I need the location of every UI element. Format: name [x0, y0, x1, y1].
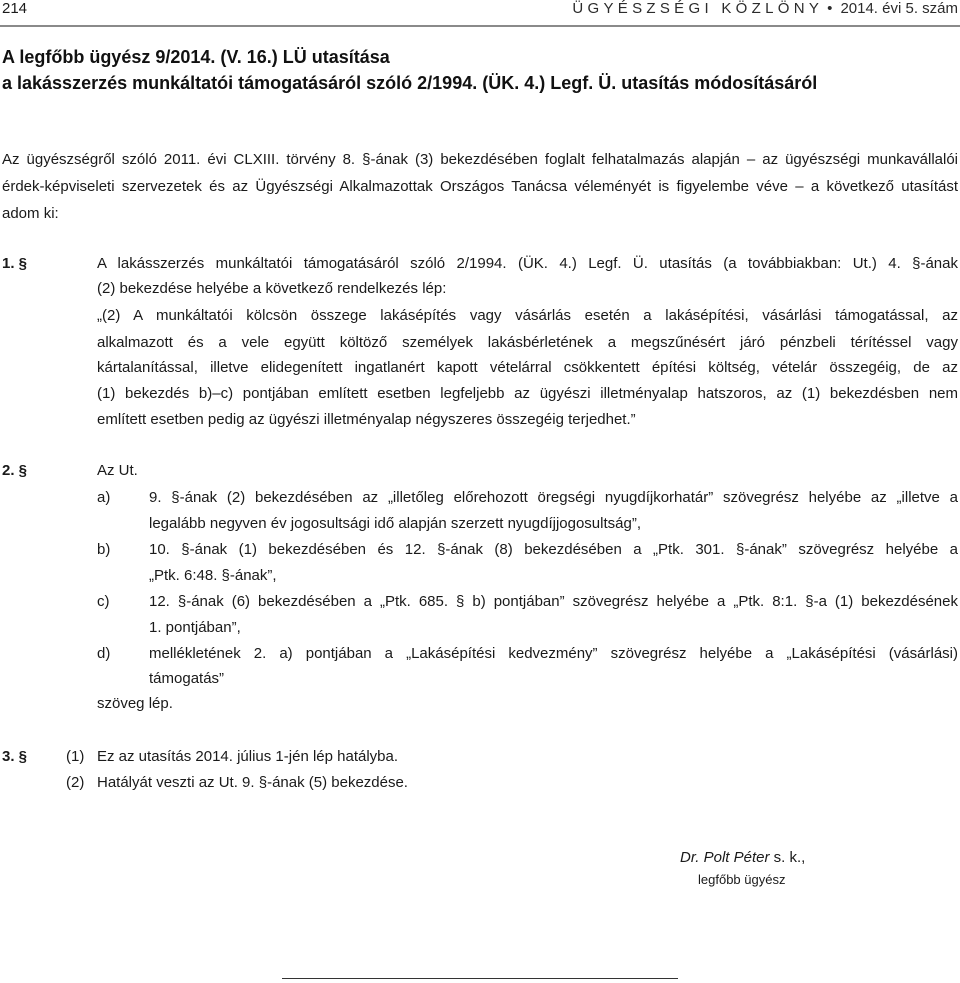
- item-a-line-2: legalább negyven év jogosultsági idő alapján szerzett nyugdíjjogosultság”,: [149, 515, 641, 532]
- header-rule: [0, 25, 960, 27]
- section-2-intro: Az Ut.: [97, 462, 138, 479]
- item-a-label: a): [97, 489, 111, 506]
- paragraph-1-label: (1): [66, 748, 85, 765]
- section-1-quote-5: említett esetben pedig az ügyészi illetményalap négyszeres összegéig terjedhet.”: [97, 411, 636, 428]
- section-3-label: 3. §: [2, 748, 28, 765]
- section-1-quote-4: (1) bekezdés b)–c) pontjában említett esetben legfeljebb az ügyészi illetményalap hatszoros, az (1) bekezdésben nem: [97, 385, 958, 402]
- signatory-role: legfőbb ügyész: [698, 872, 786, 887]
- title-line-1: A legfőbb ügyész 9/2014. (V. 16.) LÜ utasítása: [2, 47, 390, 67]
- signatory-name: [680, 848, 805, 868]
- document-title: [2, 44, 817, 96]
- running-header: [572, 0, 958, 18]
- item-d-label: d): [97, 645, 111, 662]
- item-c-line-2: 1. pontjában”,: [149, 619, 241, 636]
- item-b-line-2: „Ptk. 6:48. §-ának”,: [149, 567, 277, 584]
- paragraph-1-text: Ez az utasítás 2014. július 1-jén lép hatályba.: [97, 748, 399, 765]
- section-1-line-2: (2) bekezdése helyébe a következő rendelkezés lép:: [97, 280, 447, 297]
- section-1-label: 1. §: [2, 255, 28, 272]
- item-b-label: b): [97, 541, 111, 558]
- issue-label: 2014. évi 5. szám: [840, 0, 958, 17]
- item-c-label: c): [97, 593, 110, 610]
- signatory-name-italic: Dr. Polt Péter: [680, 849, 770, 866]
- paragraph-2-text: Hatályát veszti az Ut. 9. §-ának (5) bekezdése.: [97, 774, 408, 791]
- item-a-line-1: 9. §-ának (2) bekezdésében az „illetőleg előrehozott öregségi nyugdíjkorhatár” szövegrész helyébe az „illetve a: [149, 489, 958, 506]
- paragraph-2-label: (2): [66, 774, 85, 791]
- section-1-quote-2: alkalmazott és a vele együtt költöző személyek lakásbérletének a megszűnésért járó pénzbeli térítéssel vagy: [97, 334, 958, 351]
- page-number: 214: [2, 0, 28, 17]
- item-d-line-1: mellékletének 2. a) pontjában a „Lakásépítési kedvezmény” szövegrész helyébe a „Lakásépítési (vásárlási): [149, 645, 958, 662]
- section-2-closing: szöveg lép.: [97, 695, 173, 712]
- signatory-suffix: s. k.,: [769, 849, 806, 866]
- section-1-quote-1: „(2) A munkáltatói kölcsön összege lakásépítés vagy vásárlás esetén a lakásépítési, vásárlási támogatással, az: [97, 307, 958, 324]
- preamble-line-2: érdek-képviseleti szervezetek és az Ügyészségi Alkalmazottak Országos Tanácsa véleményét is figyelembe véve – a következő utasítást: [2, 178, 958, 195]
- title-line-2: a lakásszerzés munkáltatói támogatásáról szóló 2/1994. (ÜK. 4.) Legf. Ü. utasítás módosításáról: [2, 73, 818, 93]
- preamble-line-1: Az ügyészségről szóló 2011. évi CLXIII. törvény 8. §-ának (3) bekezdésében foglalt felhatalmazás alapján – az ügyészségi munkavállalói: [2, 151, 958, 168]
- item-c-line-1: 12. §-ának (6) bekezdésében a „Ptk. 685. § b) pontjában” szövegrész helyébe a „Ptk. 8:1. §-a (1) bekezdésének: [149, 593, 958, 610]
- section-1-line-1: A lakásszerzés munkáltatói támogatásáról szóló 2/1994. (ÜK. 4.) Legf. Ü. utasítás (a továbbiakban: Ut.) 4. §-ának: [97, 255, 958, 272]
- section-1-quote-3: kártalanítással, illetve elidegenített ingatlanért kapott vételárral csökkentett építési költség, vételár összegéig, de az: [97, 359, 958, 376]
- header-bullet: •: [827, 0, 833, 17]
- footer-rule: [282, 978, 678, 979]
- journal-name: ÜGYÉSZSÉGI KÖZLÖNY: [572, 0, 824, 17]
- item-b-line-1: 10. §-ának (1) bekezdésében és 12. §-ának (8) bekezdésében a „Ptk. 301. §-ának” szövegrész helyébe a: [149, 541, 958, 558]
- item-d-line-2: támogatás”: [149, 670, 225, 687]
- preamble-line-3: adom ki:: [2, 205, 59, 222]
- section-2-label: 2. §: [2, 462, 28, 479]
